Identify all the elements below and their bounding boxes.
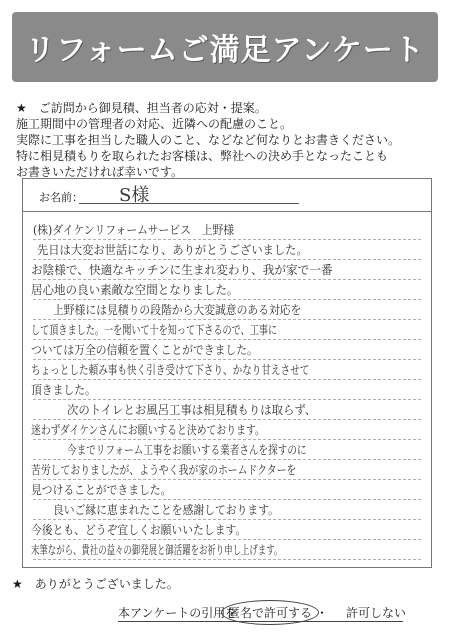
ruled-line (33, 499, 421, 500)
intro-line: 特に相見積もりを取られたお客様は、弊社への決め手となったことも (16, 149, 389, 163)
ruled-line (33, 379, 421, 380)
ruled-line (33, 479, 421, 480)
handwritten-line: 先日は大変お世話になり、ありがとうございました。 (37, 243, 308, 257)
ruled-line (33, 259, 421, 260)
handwritten-line: 良いご縁に恵まれたことを感謝しております。 (53, 503, 279, 517)
ruled-line (33, 459, 421, 460)
option-anonymous[interactable]: 匿名で許可する (221, 600, 319, 625)
handwritten-line: 上野様には見積りの段階から大変誠意のある対応を (53, 303, 302, 317)
ruled-line (33, 339, 421, 340)
handwritten-line: ちょっとした頼み事も快く引き受けて下さり、かなり甘えさせて (31, 363, 310, 377)
handwritten-line: 今後とも、どうぞ宜しくお願いいたします。 (31, 523, 247, 537)
ruled-line (33, 419, 421, 420)
handwritten-line: お陰様で、快適なキッチンに生まれ変わり、我が家で一番 (31, 263, 333, 277)
handwritten-line: 頂きました。 (31, 383, 96, 397)
name-label: お名前： (39, 191, 83, 204)
ruled-line (33, 519, 421, 520)
option-separator: ・ (316, 606, 329, 620)
response-box (22, 178, 432, 568)
handwritten-line: 居心地の良い素敵な空間となりました。 (31, 283, 239, 297)
intro-line: ★ ご訪問から御見積、担当者の応対・提案。 (16, 101, 267, 115)
handwritten-line: 末筆ながら、貴社の益々の御発展と御活躍をお祈り申し上げます。 (31, 543, 283, 557)
handwritten-line: 今までリフォーム工事をお願いする業者さんを探すのに (67, 443, 307, 457)
survey-banner (12, 12, 438, 82)
ruled-line (33, 399, 421, 400)
name-row (31, 183, 423, 209)
handwritten-line: 苦労しておりましたが、ようやく我が家のホームドクターを (31, 463, 297, 477)
ruled-line (33, 299, 421, 300)
permission-row (118, 600, 418, 624)
intro-line: お書きいただければ幸いです。 (16, 165, 184, 179)
ruled-line (33, 239, 421, 240)
thanks-line: ★ ありがとうございました。 (12, 577, 179, 591)
ruled-line (33, 319, 421, 320)
handwritten-line: 見つけることができました。 (31, 483, 172, 497)
intro-line: 実際に工事を担当した職人のこと、などなど何なりとお書きください。 (16, 133, 401, 147)
handwritten-line: (株)ダイケンリフォームサービス 上野様 (33, 223, 235, 237)
ruled-line (33, 539, 421, 540)
handwritten-line: 迷わずダイケンさんにお願いすると決めております。 (31, 423, 265, 437)
ruled-line (33, 279, 421, 280)
name-value: S様 (119, 185, 150, 206)
ruled-line (33, 359, 421, 360)
permission-underline (118, 621, 403, 622)
intro-line: 施工期間中の管理者の対応、近隣への配慮のこと。 (16, 117, 293, 131)
handwritten-line: ついては万全の信頼を置くことができました。 (31, 343, 258, 357)
option-deny[interactable]: 許可しない (346, 606, 407, 620)
permission-label: 本アンケートの引用を (118, 606, 238, 620)
ruled-line (33, 559, 421, 560)
handwritten-line: して頂きました。一を聞いて十を知って下さるので、工事に (31, 323, 278, 337)
name-divider (23, 211, 431, 212)
name-underline (79, 203, 299, 204)
survey-title: リフォームご満足アンケート (25, 33, 425, 68)
handwritten-line: 次のトイレとお風呂工事は相見積もりは取らず、 (67, 403, 317, 417)
ruled-line (33, 439, 421, 440)
